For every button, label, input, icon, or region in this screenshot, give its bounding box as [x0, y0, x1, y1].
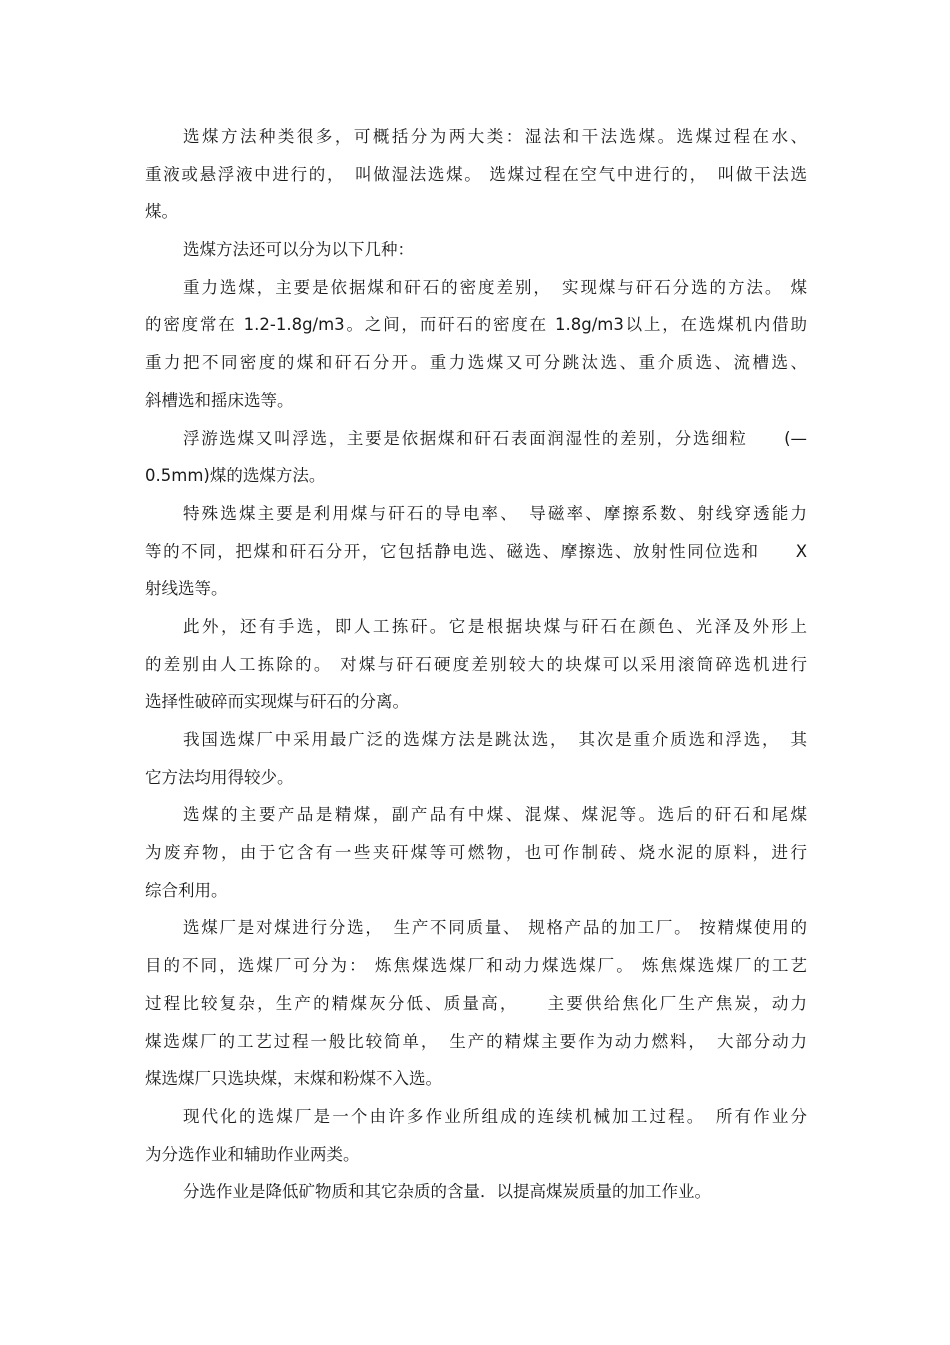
- text-line: 选择性破碎而实现煤与矸石的分离。: [145, 692, 409, 712]
- text-line: 选煤的主要产品是精煤，副产品有中煤、混煤、煤泥等。选后的矸石和尾煤: [183, 805, 807, 825]
- document-body: [145, 118, 807, 1211]
- text-line: 煤选煤厂的工艺过程一般比较简单， 生产的精煤主要作为动力燃料， 大部分动力: [145, 1031, 807, 1051]
- text-line: 选煤方法还可以分为以下几种：: [183, 240, 414, 260]
- text-line: 为分选作业和辅助作业两类。: [145, 1144, 360, 1164]
- text-line: 综合利用。: [145, 880, 228, 900]
- text-line: 分选作业是降低矿物质和其它杂质的含量．以提高煤炭质量的加工作业。: [183, 1182, 711, 1202]
- text-line: 的密度常在 1.2-1.8g/m3。之间，而矸石的密度在 1.8g/m3以上，在选煤机内借助: [145, 315, 807, 335]
- text-line: 浮游选煤又叫浮选，主要是依据煤和矸石表面润湿性的差别，分选细粒 (—: [183, 428, 807, 448]
- text-line: 重液或悬浮液中进行的， 叫做湿法选煤。 选煤过程在空气中进行的， 叫做干法选: [145, 164, 807, 184]
- text-line: 0.5mm)煤的选煤方法。: [145, 466, 326, 486]
- text-line: 此外，还有手选，即人工拣矸。它是根据块煤与矸石在颜色、光泽及外形上: [183, 616, 807, 636]
- text-line: 我国选煤厂中采用最广泛的选煤方法是跳汰选， 其次是重介质选和浮选， 其: [183, 730, 807, 749]
- text-line: 它方法均用得较少。: [145, 767, 294, 787]
- text-line: 重力选煤，主要是依据煤和矸石的密度差别， 实现煤与矸石分选的方法。 煤: [183, 277, 807, 297]
- text-line: 过程比较复杂，生产的精煤灰分低、质量高， 主要供给焦化厂生产焦炭，动力: [145, 993, 807, 1013]
- text-line: 选煤方法种类很多，可概括分为两大类：湿法和干法选煤。选煤过程在水、: [183, 127, 807, 146]
- text-line: 选煤厂是对煤进行分选， 生产不同质量、 规格产品的加工厂。 按精煤使用的: [183, 918, 807, 938]
- text-line: 煤选煤厂只选块煤，末煤和粉煤不入选。: [145, 1069, 442, 1089]
- text-line: 目的不同，选煤厂可分为： 炼焦煤选煤厂和动力煤选煤厂。 炼焦煤选煤厂的工艺: [145, 956, 807, 976]
- text-line: 煤。: [145, 202, 178, 222]
- text-line: 斜槽选和摇床选等。: [145, 390, 294, 410]
- text-line: 等的不同，把煤和矸石分开，它包括静电选、磁选、摩擦选、放射性同位选和 X: [145, 541, 807, 561]
- text-line: 为废弃物，由于它含有一些夹矸煤等可燃物，也可作制砖、烧水泥的原料，进行: [145, 843, 807, 863]
- text-line: 特殊选煤主要是利用煤与矸石的导电率、 导磁率、摩擦系数、射线穿透能力: [183, 503, 807, 523]
- text-line: 重力把不同密度的煤和矸石分开。重力选煤又可分跳汰选、重介质选、流槽选、: [145, 353, 807, 373]
- text-line: 的差别由人工拣除的。 对煤与矸石硬度差别较大的块煤可以采用滚筒碎选机进行: [145, 654, 807, 674]
- text-line: 现代化的选煤厂是一个由许多作业所组成的连续机械加工过程。 所有作业分: [183, 1106, 807, 1126]
- text-line: 射线选等。: [145, 579, 228, 599]
